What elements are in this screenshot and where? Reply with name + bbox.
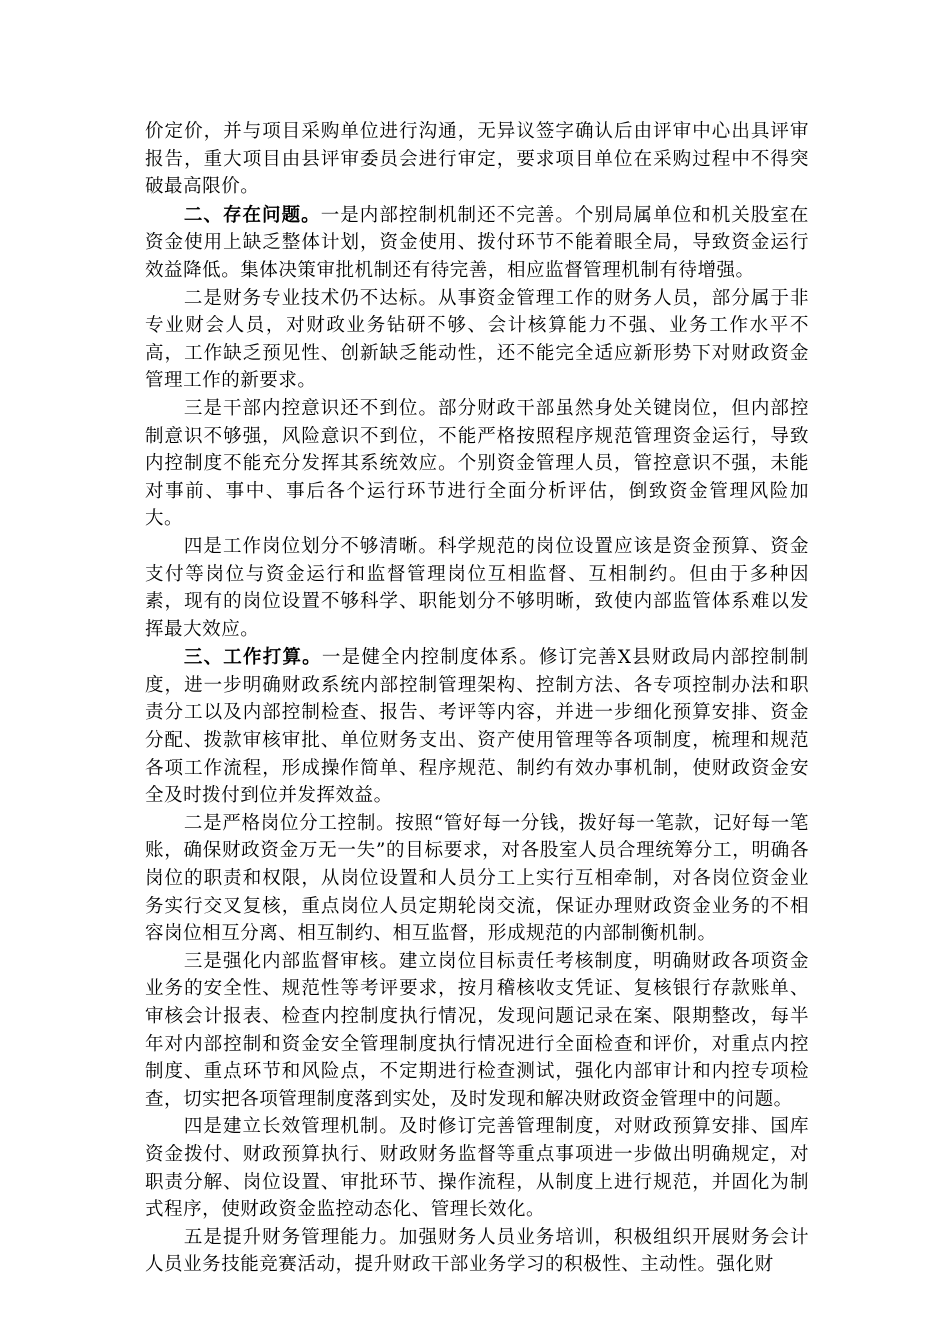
paragraph-text: 五是提升财务管理能力。加强财务人员业务培训，积极组织开展财务会计人员业务技能竞赛活动，提升财政干部业务学习的积极性、主动性。强化财 bbox=[145, 1226, 809, 1276]
paragraph-text: 三是干部内控意识还不到位。部分财政干部虽然身处关键岗位，但内部控制意识不够强，风险意识不到位，不能严格按照程序规范管理资金运行，导致内控制度不能充分发挥其系统效应。个别资金管理人员，管控意识不强，未能对事前、事中、事后各个运行环节进行全面分析评估，倒致资金管理风险加大。 bbox=[145, 397, 809, 530]
section-heading-problems: 二、存在问题。 bbox=[183, 204, 321, 226]
paragraph-plan-two bbox=[145, 810, 809, 948]
paragraph-text: 四是建立长效管理机制。及时修订完善管理制度，对财政预算安排、国库资金拨付、财政预算执行、财政财务监督等重点事项进一步做出明确规定，对职责分解、岗位设置、审批环节、操作流程，从制度上进行规范，并固化为制式程序，使财政资金监控动态化、管理长效化。 bbox=[145, 1116, 809, 1221]
paragraph-plan-five bbox=[145, 1224, 809, 1279]
paragraph-plan-three bbox=[145, 948, 809, 1114]
paragraph-text: 价定价，并与项目采购单位进行沟通，无异议签字确认后由评审中心出具评审报告，重大项目由县评审委员会进行审定，要求项目单位在采购过程中不得突破最高限价。 bbox=[145, 121, 809, 198]
paragraph-text: 二是财务专业技术仍不达标。从事资金管理工作的财务人员，部分属于非专业财会人员，对财政业务钻研不够、会计核算能力不强、业务工作水平不高，工作缺乏预见性、创新缺乏能动性，还不能完全适应新形势下对财政资金管理工作的新要求。 bbox=[145, 287, 809, 392]
paragraph-text: 三是强化内部监督审核。建立岗位目标责任考核制度，明确财政各项资金业务的安全性、规范性等考评要求，按月稽核收支凭证、复核银行存款账单、审核会计报表、检查内控制度执行情况，发现问题记录在案、限期整改，每半年对内部控制和资金安全管理制度执行情况进行全面检查和评价，对重点内控制度、重点环节和风险点，不定期进行检查测试，强化内部审计和内控专项检查，切实把各项管理制度落到实处，及时发现和解决财政资金管理中的问题。 bbox=[145, 950, 809, 1110]
document-body bbox=[145, 118, 809, 1279]
paragraph-plan-four bbox=[145, 1113, 809, 1223]
paragraph-problem-three bbox=[145, 395, 809, 533]
paragraph-text: 二是严格岗位分工控制。按照“管好每一分钱，拨好每一笔款，记好每一笔账，确保财政资金万无一失”的目标要求，对各股室人员合理统筹分工，明确各岗位的职责和权限，从岗位设置和人员分工上实行互相牵制，对各岗位资金业务实行交叉复核，重点岗位人员定期轮岗交流，保证办理财政资金业务的不相容岗位相互分离、相互制约、相互监督，形成规范的内部制衡机制。 bbox=[145, 812, 809, 945]
paragraph-problem-two bbox=[145, 285, 809, 395]
paragraph-section-three bbox=[145, 644, 809, 810]
paragraph-text: 四是工作岗位划分不够清晰。科学规范的岗位设置应该是资金预算、资金支付等岗位与资金运行和监督管理岗位互相监督、互相制约。但由于多种因素，现有的岗位设置不够科学、职能划分不够明晰，致使内部监管体系难以发挥最大效应。 bbox=[145, 535, 809, 640]
section-heading-plans: 三、工作打算。 bbox=[183, 647, 322, 669]
paragraph-text: 一是健全内控制度体系。修订完善X县财政局内部控制制度，进一步明确财政系统内部控制管理架构、控制方法、各专项控制办法和职责分工以及内部控制检查、报告、考评等内容，并进一步细化预算安排、资金分配、拨款审核审批、单位财务支出、资产使用管理等各项制度，梳理和规范各项工作流程，形成操作简单、程序规范、制约有效办事机制，使财政资金安全及时拨付到位并发挥效益。 bbox=[145, 647, 809, 807]
paragraph-text: 一是内部控制机制还不完善。个别局属单位和机关股室在资金使用上缺乏整体计划，资金使用、拨付环节不能着眼全局，导致资金运行效益降低。集体决策审批机制还有待完善，相应监督管理机制有待增强。 bbox=[145, 204, 809, 281]
paragraph-problem-four bbox=[145, 533, 809, 643]
paragraph-continuation bbox=[145, 118, 809, 201]
paragraph-section-two bbox=[145, 202, 809, 285]
